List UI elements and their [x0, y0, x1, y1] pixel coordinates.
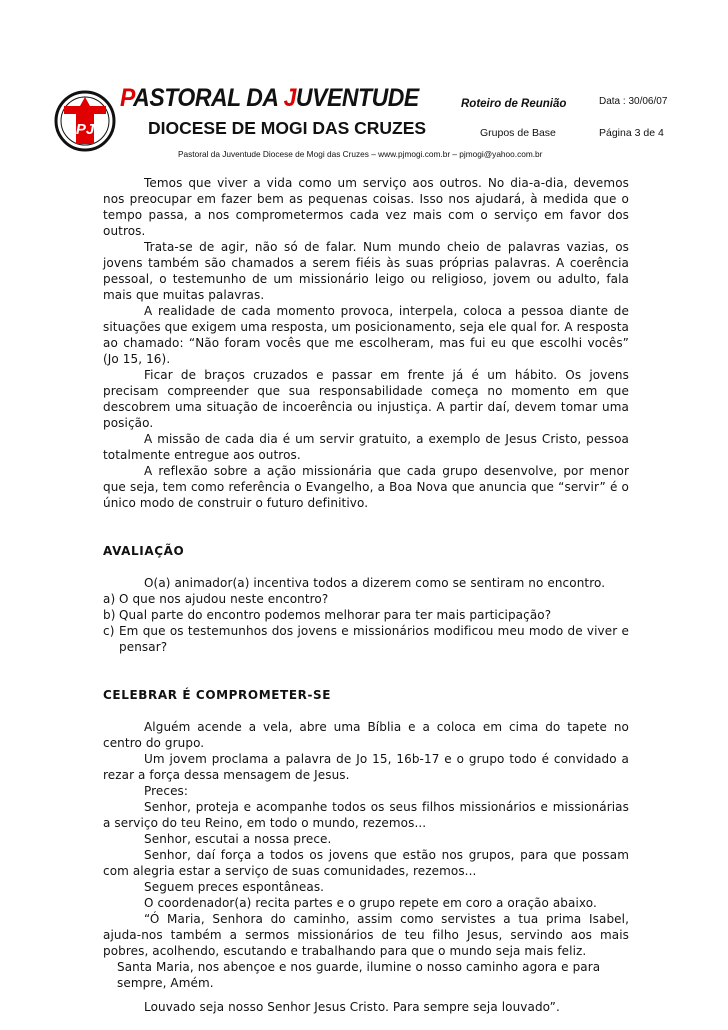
roteiro-label: Roteiro de Reunião — [461, 98, 567, 110]
paragraph: Ficar de braços cruzados e passar em frente já é um hábito. Os jovens precisam compreender que sua responsabilidade começa no momento em que descobrem uma situação de incoerência ou injustiça. A partir daí, devem tomar uma posição. — [103, 368, 629, 430]
paragraph: Senhor, proteja e acompanhe todos os seus filhos missionários e missionárias a serviço do teu Reino, em todo o mundo, rezemos... — [103, 800, 629, 830]
list-item: b) Qual parte do encontro podemos melhorar para ter mais participação? — [103, 608, 552, 622]
paragraph: Alguém acende a vela, abre uma Bíblia e a coloca em cima do tapete no centro do grupo. — [103, 720, 629, 750]
grupos-label: Grupos de Base — [480, 127, 556, 139]
paragraph: Senhor, escutai a nossa prece. — [144, 832, 332, 846]
page-header — [0, 0, 728, 170]
paragraph: A reflexão sobre a ação missionária que cada grupo desenvolve, por menor que seja, tem como referência o Evangelho, a Boa Nova que anuncia que “servir” é o único modo de construir o futuro definitivo. — [103, 464, 629, 510]
list-item: c) Em que os testemunhos dos jovens e missionários modificou meu modo de viver e pensar? — [103, 624, 629, 654]
paragraph: A realidade de cada momento provoca, interpela, coloca a pessoa diante de situações que exigem uma resposta, um posicionamento, seja ele qual for. A resposta ao chamado: “Não foram vocês que me escolheram, mas fui eu que escolhi vocês” (Jo 15, 16). — [103, 304, 629, 366]
paragraph: Um jovem proclama a palavra de Jo 15, 16b-17 e o grupo todo é convidado a rezar a força dessa mensagem de Jesus. — [103, 752, 629, 782]
paragraph: Seguem preces espontâneas. — [144, 880, 325, 894]
logo-text: PJ — [75, 121, 95, 138]
paragraph: Senhor, daí força a todos os jovens que estão nos grupos, para que possam com alegria estar a serviço de suas comunidades, rezemos... — [103, 848, 629, 878]
final-line: Louvado seja nosso Senhor Jesus Cristo. Para sempre seja louvado”. — [144, 1000, 560, 1014]
prayer-close: Santa Maria, nos abençoe e nos guarde, ilumine o nosso caminho agora e para sempre, Amém. — [117, 960, 601, 990]
paragraph: O coordenador(a) recita partes e o grupo repete em coro a oração abaixo. — [144, 896, 597, 910]
header-info-line: Pastoral da Juventude Diocese de Mogi das Cruzes – www.pjmogi.com.br – pjmogi@yahoo.com.br — [178, 149, 543, 159]
paragraph: “Ó Maria, Senhora do caminho, assim como servistes a tua prima Isabel, ajuda-nos também a sermos missionários de teu filho Jesus, servindo aos mais pobres, acolhendo, escutando e trabalhando para que o mundo seja mais feliz. — [103, 912, 629, 958]
date-label: Data : 30/06/07 — [599, 96, 668, 107]
section-title-avaliacao: AVALIAÇÃO — [103, 544, 185, 558]
pj-logo-icon — [54, 90, 116, 152]
list-item: a) O que nos ajudou neste encontro? — [103, 592, 329, 606]
document-body — [103, 175, 629, 1015]
avaliacao-list — [103, 591, 629, 655]
diocese-title: DIOCESE DE MOGI DAS CRUZES — [148, 118, 427, 138]
paragraph: Trata-se de agir, não só de falar. Num mundo cheio de palavras vazias, os jovens também são chamados a serem fiéis às suas próprias palavras. A coerência pessoal, o testemunho de um missionário leigo ou religioso, jovem ou adulto, fala mais que muitas palavras. — [103, 240, 629, 302]
section-title-celebrar: CELEBRAR É COMPROMETER-SE — [103, 688, 332, 702]
paragraph: A missão de cada dia é um servir gratuito, a exemplo de Jesus Cristo, pessoa totalmente entregue aos outros. — [103, 432, 629, 462]
intro-section — [103, 175, 629, 511]
paragraph: Preces: — [144, 784, 189, 798]
page-number: Página 3 de 4 — [599, 127, 664, 139]
org-title: PASTORAL DA JUVENTUDE — [120, 84, 419, 112]
avaliacao-intro: O(a) animador(a) incentiva todos a dizerem como se sentiram no encontro. — [144, 576, 606, 590]
paragraph: Temos que viver a vida como um serviço aos outros. No dia-a-dia, devemos nos preocupar em fazer bem as pequenas coisas. Isso nos ajudará, à medida que o tempo passa, a nos comprometermos cada vez mais com o serviço em favor dos outros. — [103, 176, 629, 238]
